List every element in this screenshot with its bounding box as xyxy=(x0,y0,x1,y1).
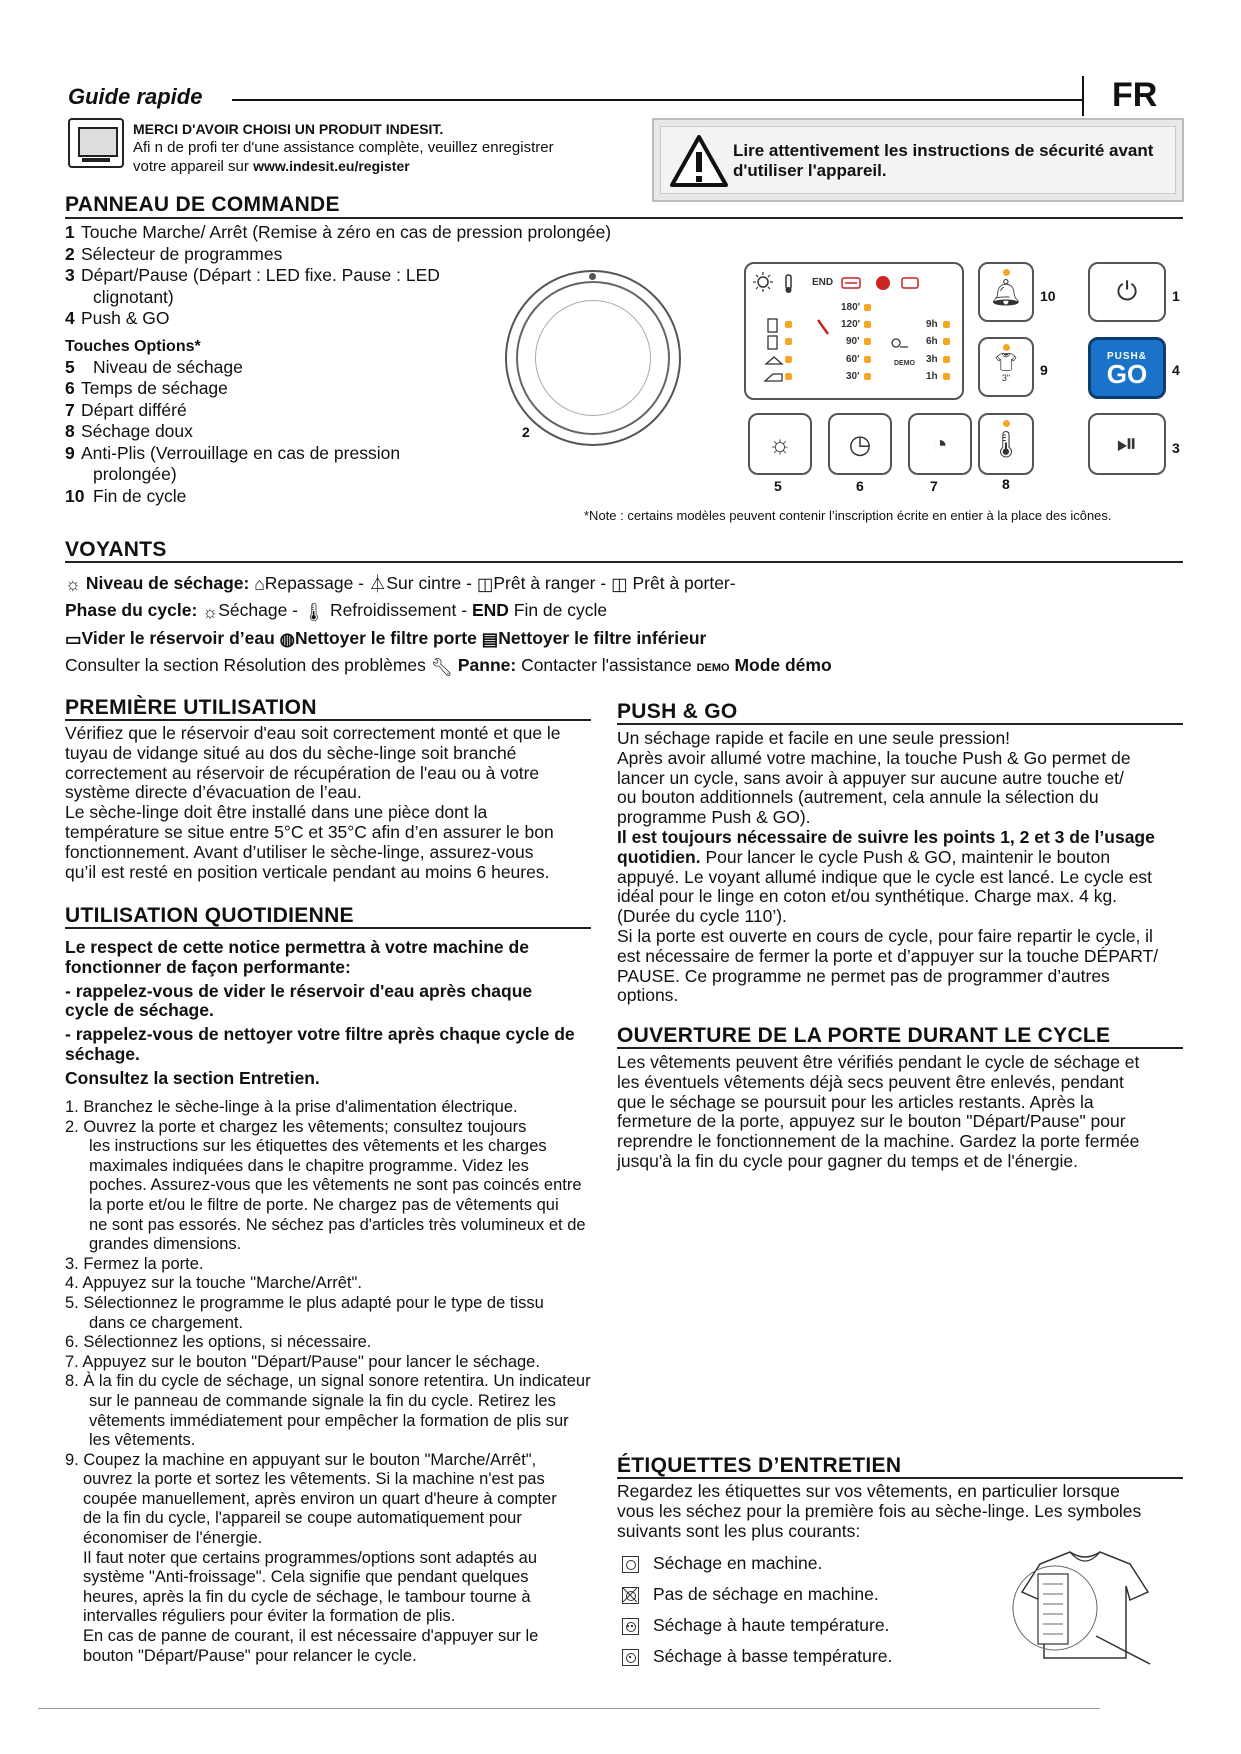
lower-filter-icon xyxy=(902,278,918,288)
voyants-line1: ☼ Niveau de séchage: ⌂Repassage - ⏃Sur cintre - ◫Prêt à ranger - ◫ Prêt à porter- xyxy=(65,570,832,597)
sun-icon: ☼ xyxy=(202,601,219,622)
register-thanks: MERCI D'AVOIR CHOISI UN PRODUIT INDESIT. xyxy=(133,121,444,137)
lower-filter-icon: ▤ xyxy=(481,629,499,650)
anti-crease-button[interactable] xyxy=(978,337,1034,397)
display-demo: DEMO xyxy=(894,360,915,367)
quotidienne-bold: Le respect de cette notice permettra à votre machine de fonctionner de façon performante: - rappelez-vous de vider le réservoir d'eau après chaque cycle de séchage. - rappelez-vous de nettoyer votre filtre après chaque cycle de séchage. Consultez la section Entretien. xyxy=(65,937,575,1088)
power-icon: ⏻ xyxy=(1116,276,1138,306)
display-temps-2: 90' xyxy=(846,336,860,347)
safety-line2: d'utiliser l'appareil. xyxy=(733,161,887,180)
tshirt-label-illustration xyxy=(1010,1540,1160,1670)
end-of-cycle-button[interactable] xyxy=(978,262,1034,322)
power-button[interactable] xyxy=(1088,262,1166,322)
register-line3: votre appareil sur xyxy=(133,158,254,175)
section-rule-premiere xyxy=(65,719,591,721)
display-temps-0: 180' xyxy=(841,302,861,313)
wardrobe-icon: ◫ xyxy=(476,574,494,595)
label-3: 3 xyxy=(1172,440,1180,456)
option-item-7: 7 Départ différé xyxy=(65,399,187,420)
gentle-dry-button[interactable] xyxy=(978,413,1034,475)
sun-icon: ☼ xyxy=(65,574,82,595)
voyants-line3: ▭Vider le réservoir d’eau ◍Nettoyer le filtre porte ▤Nettoyer le filtre inférieur xyxy=(65,625,832,652)
footer-rule xyxy=(38,1708,1100,1709)
register-url[interactable]: www.indesit.eu/register xyxy=(253,158,410,174)
register-notice xyxy=(133,120,554,176)
care-item-no-tumble: Pas de séchage en machine. xyxy=(622,1579,892,1610)
cooling-icon xyxy=(786,275,792,293)
section-rule-etiquettes xyxy=(617,1477,1183,1479)
delay-start-button[interactable] xyxy=(908,413,972,475)
hanger-icon xyxy=(766,357,782,364)
wrench-icon: 🔧︎ xyxy=(430,656,453,677)
etiquettes-body: Regardez les étiquettes sur vos vêtements, en particulier lorsque vous les séchez pour la première fois au sèche-linge. Les symboles suivants sont les plus courants: xyxy=(617,1481,1142,1541)
header-rule xyxy=(232,99,1082,101)
care-label-list xyxy=(622,1548,892,1672)
care-item-low: Séchage à basse température. xyxy=(622,1641,892,1672)
section-title-quotidienne: UTILISATION QUOTIDIENNE xyxy=(65,904,354,927)
safety-text xyxy=(733,141,1153,181)
low-temp-dry-icon xyxy=(622,1649,639,1666)
door-filter-icon: ◍ xyxy=(279,629,295,650)
hanger-icon: ⏃ xyxy=(368,574,387,595)
option-item-10: 10 Fin de cycle xyxy=(65,485,187,506)
section-rule-porte xyxy=(617,1047,1183,1049)
label-5: 5 xyxy=(774,478,782,494)
section-rule-panel xyxy=(65,217,1183,219)
shirt-icon: 👕︎ xyxy=(994,351,1018,372)
panel-item-4: 4 Push & GO xyxy=(65,308,170,328)
wrench-icon xyxy=(818,320,828,334)
section-title-voyants: VOYANTS xyxy=(65,538,167,561)
language-code: FR xyxy=(1112,76,1158,114)
panel-item-1: 1 Touche Marche/ Arrêt (Remise à zéro en cas de pression prolongée) xyxy=(65,222,612,242)
display-end: END xyxy=(812,277,834,288)
register-line2: Afi n de profi ter d'une assistance complète, veuillez enregistrer xyxy=(133,139,554,156)
voyants-line4: Consulter la section Résolution des problèmes 🔧︎ Panne: Contacter l'assistance DEMO Mode démo xyxy=(65,652,832,681)
key-lock-icon: 3" xyxy=(1001,372,1011,383)
sun-dry-icon xyxy=(753,272,773,292)
safety-line1: Lire attentivement les instructions de sécurité avant xyxy=(733,141,1154,160)
label-2: 2 xyxy=(522,424,530,440)
display-hours-3: 1h xyxy=(926,371,938,382)
care-item-tumble: Séchage en machine. xyxy=(622,1548,892,1579)
play-pause-icon: ⏯ xyxy=(1116,428,1138,458)
care-item-high: Séchage à haute température. xyxy=(622,1610,892,1641)
iron-icon xyxy=(765,374,782,381)
label-9: 9 xyxy=(1040,362,1048,378)
wardrobe-icon xyxy=(768,319,777,332)
option-item-6: 6 Temps de séchage xyxy=(65,378,228,398)
push-go-label-top: PUSH& xyxy=(1106,350,1147,362)
dry-level-button[interactable] xyxy=(748,413,812,475)
control-display xyxy=(744,262,964,400)
computer-icon xyxy=(68,118,124,168)
high-temp-dry-icon xyxy=(622,1618,639,1635)
no-tumble-dry-icon xyxy=(622,1587,639,1604)
porte-body: Les vêtements peuvent être vérifiés pendant le cycle de séchage et les éventuels vêtements déjà secs peuvent être enlevés, pendant que le séchage se poursuit pour les articles restants. Après la fermeture de la porte, appuyez sur le bouton "Départ/Pause" pour reprendre le fonctionnement de la machine. Gardez la porte fermée jusqu'à la fin du cycle pour gagner du temps et de l'énergie. xyxy=(617,1052,1140,1171)
display-hours-0: 9h xyxy=(926,319,938,330)
option-item-9-cont: prolongée) xyxy=(93,464,177,484)
door-filter-icon xyxy=(876,276,890,290)
wardrobe-ready-icon xyxy=(768,336,777,349)
display-temps-4: 30' xyxy=(846,371,860,382)
sun-icon: ☼ xyxy=(768,428,792,459)
section-rule-quotidienne xyxy=(65,927,591,929)
voyants-body xyxy=(65,570,832,681)
program-selector-knob[interactable] xyxy=(505,270,681,446)
push-and-go-button[interactable] xyxy=(1088,337,1166,399)
voyants-line2: Phase du cycle: ☼Séchage - 🌡︎ Refroidissement - END Fin de cycle xyxy=(65,597,832,624)
display-temps-1: 120' xyxy=(841,319,861,330)
safety-warning-box xyxy=(652,118,1184,202)
empty-tank-icon xyxy=(842,278,860,288)
empty-tank-icon: ▭ xyxy=(65,629,82,650)
thermometer-icon: 🌡︎ xyxy=(989,428,1023,459)
start-pause-button[interactable] xyxy=(1088,413,1166,475)
section-title-push: PUSH & GO xyxy=(617,700,738,723)
tumble-dry-icon xyxy=(622,1556,639,1573)
label-6: 6 xyxy=(856,478,864,494)
section-rule-voyants xyxy=(65,561,1183,563)
bell-icon: 🔔︎ xyxy=(989,276,1023,307)
panel-item-3-cont: clignotant) xyxy=(93,286,174,307)
clock-icon: ◔ xyxy=(932,428,948,459)
display-hours-2: 3h xyxy=(926,354,938,365)
header-divider xyxy=(1082,76,1084,116)
section-title-premiere: PREMIÈRE UTILISATION xyxy=(65,696,317,719)
iron-icon: ⌂ xyxy=(254,574,265,595)
section-title-panel: PANNEAU DE COMMANDE xyxy=(65,193,340,216)
panel-item-2: 2 Sélecteur de programmes xyxy=(65,243,283,264)
display-temps-3: 60' xyxy=(846,354,860,365)
push-body: Un séchage rapide et facile en une seule pression! Après avoir allumé votre machine, la touche Push & Go permet de lancer un cycle, sans avoir à appuyer sur aucune autre touche et/ ou bouton additionnels (autrement, cela annule la sélection du programme Push & GO). Il est toujours nécessaire de suivre les points 1, 2 et 3 de l’usage quotidien. Pour lancer le cycle Push & GO, maintenir le bouton appuyé. Le voyant allumé indique que le cycle est lancé. Le cycle est idéal pour le linge en coton et/ou synthétique. Charge max. 4 kg. (Durée du cycle 110’). Si la porte est ouverte en cours de cycle, pour faire repartir le cycle, il est nécessaire de fermer la porte et d’appuyer sur la touche DÉPART/ PAUSE. Ce programme ne permet pas de programmer d’autres options. xyxy=(617,728,1159,1006)
option-item-5: 5 Niveau de séchage xyxy=(65,356,243,377)
section-rule-push xyxy=(617,723,1183,725)
label-7: 7 xyxy=(930,478,938,494)
option-item-8: 8 Séchage doux xyxy=(65,421,193,441)
section-title-etiquettes: ÉTIQUETTES D’ENTRETIEN xyxy=(617,1454,902,1477)
wardrobe-ready-icon: ◫ xyxy=(611,574,628,595)
key-icon xyxy=(892,339,908,347)
options-title: Touches Options* xyxy=(65,337,201,355)
quotidienne-steps: 1. Branchez le sèche-linge à la prise d'alimentation électrique. 2. Ouvrez la porte et chargez les vêtements; consultez toujours les instructions sur les étiquettes des vêtements et les charges maximales indiquées dans le chapitre programme. Videz les poches. Assurez-vous que les vêtements ne sont pas coincés entre la porte et/ou le filtre de porte. Ne chargez pas de vêtements qui ne sont pas essorés. Ne séchez pas d'articles très volumineux et de grandes dimensions. 3. Fermez la porte. 4. Appuyez sur la touche "Marche/Arrêt". 5. Sélectionnez le programme le plus adapté pour le type de tissu dans ce chargement. 6. Sélectionnez les options, si nécessaire. 7. Appuyez sur le bouton "Départ/Pause" pour lancer le séchage. 8. À la fin du cycle de séchage, un signal sonore retentira. Un indicateur sur le panneau de commande signale la fin du cycle. Retirez les vêtements immédiatement pour empêcher la formation de plis sur les vêtements. 9. Coupez la machine en appuyant sur le bouton "Marche/Arrêt", ouvrez la porte et sortez les vêtements. Si la machine n'est pas coupée manuellement, après environ un quart d'heure à compter de la fin du cycle, l'appareil se coupe automatiquement pour économiser de l'énergie. Il faut noter que certains programmes/options sont adaptés au système "Anti-froissage". Cela signifie que pendant quelques heures, après la fin du cycle de séchage, le tambour tourne à intervalles réguliers pour éviter la formation de plis. En cas de panne de courant, il est nécessaire d'appuyer sur le bouton "Départ/Pause" pour relancer le cycle. xyxy=(65,1098,591,1665)
panel-item-3: 3 Départ/Pause (Départ : LED fixe. Pause : LED xyxy=(65,265,440,285)
dry-time-button[interactable] xyxy=(828,413,892,475)
label-8: 8 xyxy=(1002,476,1010,492)
section-title-porte: OUVERTURE DE LA PORTE DURANT LE CYCLE xyxy=(617,1024,1111,1047)
option-item-9: 9 Anti-Plis (Verrouillage en cas de pression xyxy=(65,442,401,463)
panel-note: *Note : certains modèles peuvent contenir l’inscription écrite en entier à la place des icônes. xyxy=(584,508,1112,523)
display-hours-1: 6h xyxy=(926,336,938,347)
cooling-icon: 🌡︎ xyxy=(302,601,326,622)
timer-icon: ◷ xyxy=(848,428,872,459)
label-10: 10 xyxy=(1040,288,1056,304)
label-1: 1 xyxy=(1172,288,1180,304)
warning-icon xyxy=(669,133,729,189)
page-title: Guide rapide xyxy=(68,84,203,109)
push-go-label-bottom: GO xyxy=(1106,358,1148,389)
label-4: 4 xyxy=(1172,362,1180,378)
premiere-body: Vérifiez que le réservoir d'eau soit correctement monté et que le tuyau de vidange situé au dos du sèche-linge soit branché correctement au réservoir de récupération de l'eau ou à votre système directe d’évacuation de l’eau. Le sèche-linge doit être installé dans une pièce dont la température se situe entre 5°C et 35°C afin d’en assurer le bon fonctionnement. Avant d’utiliser le sèche-linge, assurez-vous qu’il est resté en position verticale pendant au moins 6 heures. xyxy=(65,723,561,882)
